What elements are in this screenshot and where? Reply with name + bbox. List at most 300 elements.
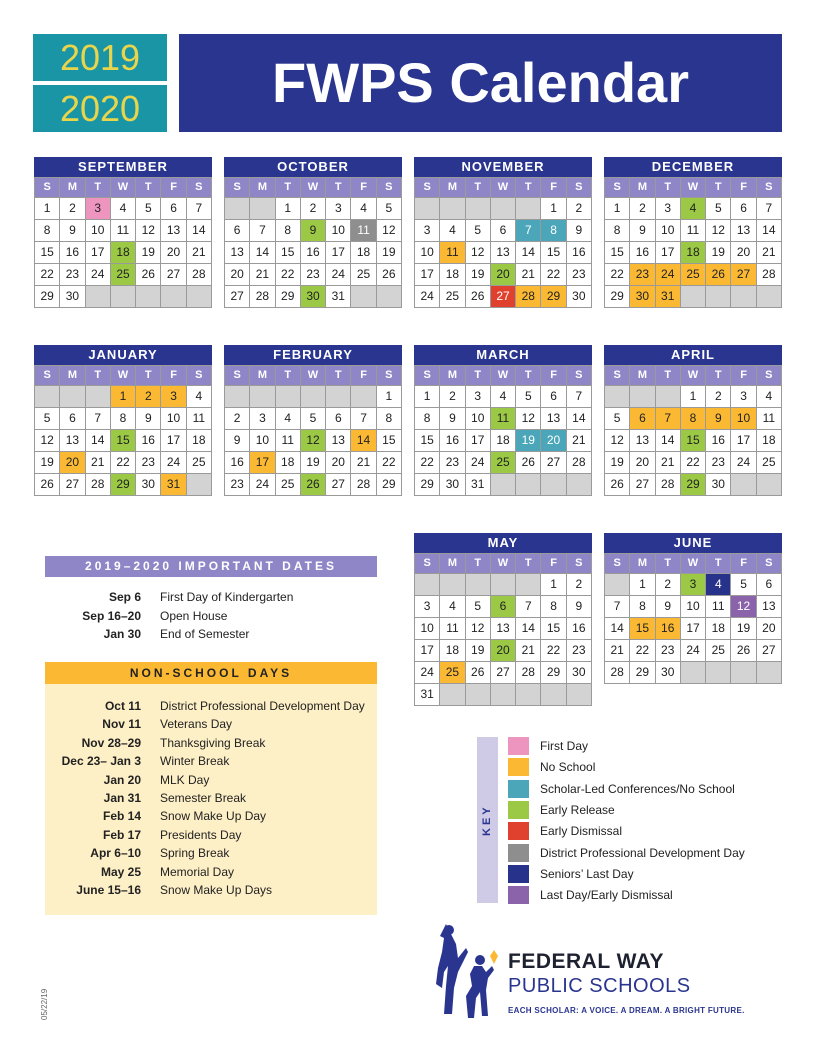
day-cell: 19 — [731, 618, 756, 640]
day-cell: 6 — [60, 408, 85, 430]
day-cell: 28 — [605, 662, 630, 684]
day-cell: 18 — [706, 618, 731, 640]
date-label: Jan 30 — [103, 627, 141, 641]
day-cell: 17 — [250, 452, 275, 474]
weekday-header: S — [377, 366, 402, 386]
day-cell: 6 — [541, 386, 566, 408]
empty-day-cell — [225, 198, 250, 220]
empty-day-cell — [516, 198, 541, 220]
weekday-header: F — [731, 366, 756, 386]
day-cell: 11 — [187, 408, 212, 430]
day-cell: 24 — [326, 264, 351, 286]
day-cell: 16 — [60, 242, 85, 264]
day-cell: 11 — [111, 220, 136, 242]
event-label: Snow Make Up Days — [160, 883, 273, 897]
weekday-header: F — [161, 366, 186, 386]
key-label-text: Seniors’ Last Day — [540, 866, 634, 881]
day-cell: 27 — [491, 662, 516, 684]
day-cell: 23 — [567, 640, 592, 662]
day-cell: 15 — [35, 242, 60, 264]
day-cell: 16 — [567, 242, 592, 264]
day-cell: 26 — [706, 264, 731, 286]
date-label: Jan 31 — [103, 791, 141, 805]
weekday-header: S — [415, 554, 440, 574]
day-cell: 15 — [415, 430, 440, 452]
day-cell: 22 — [415, 452, 440, 474]
day-cell: 29 — [415, 474, 440, 496]
day-cell: 20 — [491, 640, 516, 662]
day-cell: 18 — [757, 430, 782, 452]
day-cell: 26 — [35, 474, 60, 496]
day-cell: 14 — [516, 242, 541, 264]
day-cell: 20 — [161, 242, 186, 264]
day-cell: 9 — [567, 596, 592, 618]
day-cell: 26 — [605, 474, 630, 496]
day-cell: 18 — [681, 242, 706, 264]
day-cell: 28 — [516, 286, 541, 308]
empty-day-cell — [706, 662, 731, 684]
day-cell: 5 — [301, 408, 326, 430]
empty-day-cell — [276, 386, 301, 408]
day-cell: 16 — [656, 618, 681, 640]
empty-day-cell — [351, 386, 376, 408]
day-cell: 27 — [326, 474, 351, 496]
weekday-header: F — [541, 178, 566, 198]
day-cell: 29 — [111, 474, 136, 496]
day-cell: 15 — [276, 242, 301, 264]
day-cell: 28 — [757, 264, 782, 286]
month-title: SEPTEMBER — [34, 157, 212, 177]
key-label-text: No School — [540, 760, 596, 775]
weekday-header: T — [516, 366, 541, 386]
day-cell: 28 — [86, 474, 111, 496]
day-cell: 13 — [326, 430, 351, 452]
weekday-header: T — [136, 366, 161, 386]
day-cell: 7 — [605, 596, 630, 618]
empty-day-cell — [161, 286, 186, 308]
month-title: APRIL — [604, 345, 782, 365]
day-cell: 4 — [440, 596, 465, 618]
day-cell: 24 — [466, 452, 491, 474]
day-cell: 18 — [440, 264, 465, 286]
weekday-header: F — [161, 178, 186, 198]
key-label-text: District Professional Development Day — [540, 845, 745, 860]
non-school-day-row — [45, 881, 377, 899]
day-cell: 31 — [161, 474, 186, 496]
weekday-header: W — [301, 178, 326, 198]
empty-day-cell — [541, 474, 566, 496]
day-cell: 27 — [757, 640, 782, 662]
weekday-header: T — [706, 366, 731, 386]
day-cell: 1 — [541, 574, 566, 596]
day-cell: 20 — [326, 452, 351, 474]
empty-day-cell — [440, 684, 465, 706]
day-cell: 19 — [466, 640, 491, 662]
month-december — [604, 157, 782, 308]
empty-day-cell — [630, 386, 655, 408]
day-cell: 11 — [681, 220, 706, 242]
date-label: Oct 11 — [104, 699, 141, 713]
day-cell: 12 — [605, 430, 630, 452]
empty-day-cell — [250, 386, 275, 408]
day-cell: 7 — [187, 198, 212, 220]
day-cell: 14 — [656, 430, 681, 452]
day-cell: 7 — [567, 386, 592, 408]
key-swatch — [508, 822, 529, 840]
empty-day-cell — [757, 662, 782, 684]
weekday-header: F — [541, 366, 566, 386]
day-cell: 10 — [656, 220, 681, 242]
day-cell: 8 — [377, 408, 402, 430]
year-end: 2020 — [33, 85, 167, 132]
day-cell: 13 — [491, 242, 516, 264]
day-cell: 2 — [225, 408, 250, 430]
day-cell: 6 — [757, 574, 782, 596]
day-cell: 30 — [136, 474, 161, 496]
day-cell: 12 — [466, 618, 491, 640]
day-cell: 25 — [351, 264, 376, 286]
day-cell: 21 — [516, 264, 541, 286]
day-cell: 18 — [491, 430, 516, 452]
weekday-header: S — [605, 554, 630, 574]
day-cell: 19 — [377, 242, 402, 264]
empty-day-cell — [415, 198, 440, 220]
weekday-header: S — [377, 178, 402, 198]
day-cell: 23 — [630, 264, 655, 286]
weekday-header: T — [466, 554, 491, 574]
day-cell: 26 — [136, 264, 161, 286]
school-year-badge — [33, 34, 167, 132]
important-date-row — [45, 588, 377, 606]
non-school-day-row — [45, 807, 377, 825]
day-cell: 18 — [440, 640, 465, 662]
day-cell: 28 — [351, 474, 376, 496]
empty-day-cell — [466, 198, 491, 220]
day-cell: 14 — [605, 618, 630, 640]
month-days — [414, 365, 592, 496]
day-cell: 17 — [731, 430, 756, 452]
day-cell: 8 — [276, 220, 301, 242]
day-cell: 22 — [681, 452, 706, 474]
empty-day-cell — [567, 474, 592, 496]
weekday-header: M — [250, 178, 275, 198]
month-may — [414, 533, 592, 706]
day-cell: 27 — [161, 264, 186, 286]
key-label-text: Early Dismissal — [540, 824, 623, 839]
day-cell: 16 — [136, 430, 161, 452]
day-cell: 21 — [605, 640, 630, 662]
day-cell: 30 — [656, 662, 681, 684]
important-date-row — [45, 625, 377, 643]
weekday-header: W — [681, 366, 706, 386]
day-cell: 27 — [541, 452, 566, 474]
day-cell: 16 — [440, 430, 465, 452]
day-cell: 21 — [757, 242, 782, 264]
event-label: Memorial Day — [160, 864, 235, 879]
date-label: Nov 28–29 — [81, 735, 141, 750]
day-cell: 14 — [516, 618, 541, 640]
day-cell: 19 — [605, 452, 630, 474]
weekday-header: W — [491, 554, 516, 574]
day-cell: 30 — [706, 474, 731, 496]
day-cell: 26 — [377, 264, 402, 286]
day-cell: 12 — [706, 220, 731, 242]
day-cell: 3 — [415, 596, 440, 618]
day-cell: 27 — [731, 264, 756, 286]
day-cell: 12 — [516, 408, 541, 430]
weekday-header: T — [706, 178, 731, 198]
day-cell: 23 — [706, 452, 731, 474]
non-school-days-heading: NON-SCHOOL DAYS — [45, 662, 377, 684]
day-cell: 21 — [567, 430, 592, 452]
empty-day-cell — [605, 574, 630, 596]
event-label: Snow Make Up Day — [160, 809, 267, 824]
day-cell: 22 — [276, 264, 301, 286]
day-cell: 16 — [225, 452, 250, 474]
day-cell: 15 — [111, 430, 136, 452]
weekday-header: S — [757, 366, 782, 386]
day-cell: 27 — [491, 286, 516, 308]
day-cell: 29 — [35, 286, 60, 308]
empty-day-cell — [415, 574, 440, 596]
day-cell: 30 — [630, 286, 655, 308]
key-label-text: Scholar-Led Conferences/No School — [540, 781, 735, 796]
date-label: Sep 16–20 — [82, 608, 141, 623]
day-cell: 4 — [187, 386, 212, 408]
weekday-header: T — [276, 178, 301, 198]
day-cell: 24 — [161, 452, 186, 474]
day-cell: 9 — [630, 220, 655, 242]
day-cell: 4 — [491, 386, 516, 408]
weekday-header: F — [351, 178, 376, 198]
day-cell: 13 — [630, 430, 655, 452]
day-cell: 1 — [35, 198, 60, 220]
empty-day-cell — [706, 286, 731, 308]
revision-date: 05/22/19 — [40, 988, 49, 1020]
day-cell: 20 — [541, 430, 566, 452]
month-june — [604, 533, 782, 684]
month-title: DECEMBER — [604, 157, 782, 177]
day-cell: 29 — [605, 286, 630, 308]
weekday-header: W — [301, 366, 326, 386]
day-cell: 3 — [250, 408, 275, 430]
day-cell: 2 — [60, 198, 85, 220]
day-cell: 3 — [656, 198, 681, 220]
day-cell: 10 — [731, 408, 756, 430]
day-cell: 30 — [440, 474, 465, 496]
date-label: Feb 14 — [102, 809, 141, 824]
empty-day-cell — [136, 286, 161, 308]
weekday-header: T — [516, 554, 541, 574]
empty-day-cell — [440, 574, 465, 596]
empty-day-cell — [491, 474, 516, 496]
month-october — [224, 157, 402, 308]
date-label: May 25 — [100, 864, 141, 879]
day-cell: 26 — [301, 474, 326, 496]
day-cell: 23 — [136, 452, 161, 474]
weekday-header: M — [60, 366, 85, 386]
weekday-header: W — [111, 366, 136, 386]
month-march — [414, 345, 592, 496]
day-cell: 3 — [731, 386, 756, 408]
day-cell: 6 — [630, 408, 655, 430]
day-cell: 9 — [60, 220, 85, 242]
day-cell: 1 — [605, 198, 630, 220]
weekday-header: M — [630, 366, 655, 386]
month-title: MAY — [414, 533, 592, 553]
day-cell: 13 — [225, 242, 250, 264]
empty-day-cell — [731, 474, 756, 496]
day-cell: 9 — [301, 220, 326, 242]
day-cell: 6 — [731, 198, 756, 220]
day-cell: 3 — [681, 574, 706, 596]
empty-day-cell — [326, 386, 351, 408]
event-label: End of Semester — [160, 627, 250, 641]
empty-day-cell — [541, 684, 566, 706]
key-label: KEY — [481, 804, 493, 836]
empty-day-cell — [86, 386, 111, 408]
day-cell: 25 — [491, 452, 516, 474]
day-cell: 19 — [706, 242, 731, 264]
event-label: Thanksgiving Break — [160, 735, 266, 750]
day-cell: 30 — [567, 662, 592, 684]
important-date-row — [45, 607, 377, 625]
day-cell: 8 — [541, 596, 566, 618]
weekday-header: T — [516, 178, 541, 198]
day-cell: 12 — [731, 596, 756, 618]
day-cell: 4 — [681, 198, 706, 220]
day-cell: 9 — [225, 430, 250, 452]
day-cell: 17 — [415, 640, 440, 662]
month-january — [34, 345, 212, 496]
non-school-day-row — [45, 715, 377, 733]
day-cell: 1 — [630, 574, 655, 596]
day-cell: 2 — [301, 198, 326, 220]
day-cell: 13 — [60, 430, 85, 452]
day-cell: 11 — [440, 618, 465, 640]
day-cell: 16 — [567, 618, 592, 640]
empty-day-cell — [187, 286, 212, 308]
day-cell: 22 — [541, 640, 566, 662]
day-cell: 5 — [731, 574, 756, 596]
empty-day-cell — [656, 386, 681, 408]
day-cell: 7 — [516, 596, 541, 618]
date-label: Sep 6 — [108, 590, 141, 604]
key-swatch — [508, 737, 529, 755]
day-cell: 15 — [605, 242, 630, 264]
day-cell: 17 — [656, 242, 681, 264]
event-label: Semester Break — [160, 791, 247, 805]
month-title: FEBRUARY — [224, 345, 402, 365]
day-cell: 14 — [757, 220, 782, 242]
day-cell: 16 — [301, 242, 326, 264]
day-cell: 13 — [541, 408, 566, 430]
day-cell: 28 — [187, 264, 212, 286]
empty-day-cell — [516, 574, 541, 596]
weekday-header: S — [757, 178, 782, 198]
day-cell: 22 — [35, 264, 60, 286]
day-cell: 10 — [250, 430, 275, 452]
day-cell: 22 — [111, 452, 136, 474]
weekday-header: F — [731, 178, 756, 198]
day-cell: 24 — [86, 264, 111, 286]
weekday-header: S — [415, 366, 440, 386]
day-cell: 15 — [377, 430, 402, 452]
empty-day-cell — [681, 286, 706, 308]
key-label-text: Last Day/Early Dismissal — [540, 888, 673, 903]
day-cell: 6 — [491, 220, 516, 242]
day-cell: 25 — [440, 286, 465, 308]
day-cell: 18 — [111, 242, 136, 264]
non-school-day-row — [45, 789, 377, 807]
logo-tagline: EACH SCHOLAR: A VOICE. A DREAM. A BRIGHT FUTURE. — [508, 1006, 745, 1015]
month-days — [604, 553, 782, 684]
day-cell: 25 — [757, 452, 782, 474]
day-cell: 31 — [466, 474, 491, 496]
day-cell: 6 — [326, 408, 351, 430]
day-cell: 13 — [757, 596, 782, 618]
date-label: June 15–16 — [76, 883, 141, 897]
month-days — [414, 177, 592, 308]
day-cell: 26 — [466, 286, 491, 308]
day-cell: 23 — [567, 264, 592, 286]
day-cell: 12 — [377, 220, 402, 242]
month-title: NOVEMBER — [414, 157, 592, 177]
empty-day-cell — [35, 386, 60, 408]
key-swatch — [508, 801, 529, 819]
day-cell: 27 — [60, 474, 85, 496]
day-cell: 10 — [415, 618, 440, 640]
non-school-day-row — [45, 844, 377, 862]
day-cell: 29 — [377, 474, 402, 496]
weekday-header: M — [630, 178, 655, 198]
empty-day-cell — [377, 286, 402, 308]
empty-day-cell — [111, 286, 136, 308]
key-swatch — [508, 844, 529, 862]
day-cell: 20 — [757, 618, 782, 640]
day-cell: 17 — [326, 242, 351, 264]
weekday-header: S — [605, 366, 630, 386]
day-cell: 10 — [681, 596, 706, 618]
day-cell: 4 — [757, 386, 782, 408]
day-cell: 1 — [541, 198, 566, 220]
month-title: JUNE — [604, 533, 782, 553]
day-cell: 22 — [541, 264, 566, 286]
day-cell: 19 — [301, 452, 326, 474]
month-days — [604, 177, 782, 308]
day-cell: 28 — [250, 286, 275, 308]
day-cell: 25 — [111, 264, 136, 286]
day-cell: 7 — [351, 408, 376, 430]
day-cell: 2 — [706, 386, 731, 408]
day-cell: 17 — [681, 618, 706, 640]
empty-day-cell — [567, 684, 592, 706]
weekday-header: S — [567, 366, 592, 386]
day-cell: 4 — [111, 198, 136, 220]
day-cell: 12 — [301, 430, 326, 452]
day-cell: 6 — [161, 198, 186, 220]
day-cell: 2 — [567, 574, 592, 596]
day-cell: 4 — [440, 220, 465, 242]
day-cell: 23 — [225, 474, 250, 496]
day-cell: 1 — [681, 386, 706, 408]
day-cell: 25 — [681, 264, 706, 286]
empty-day-cell — [466, 684, 491, 706]
day-cell: 17 — [86, 242, 111, 264]
weekday-header: T — [466, 178, 491, 198]
weekday-header: S — [225, 178, 250, 198]
day-cell: 13 — [731, 220, 756, 242]
